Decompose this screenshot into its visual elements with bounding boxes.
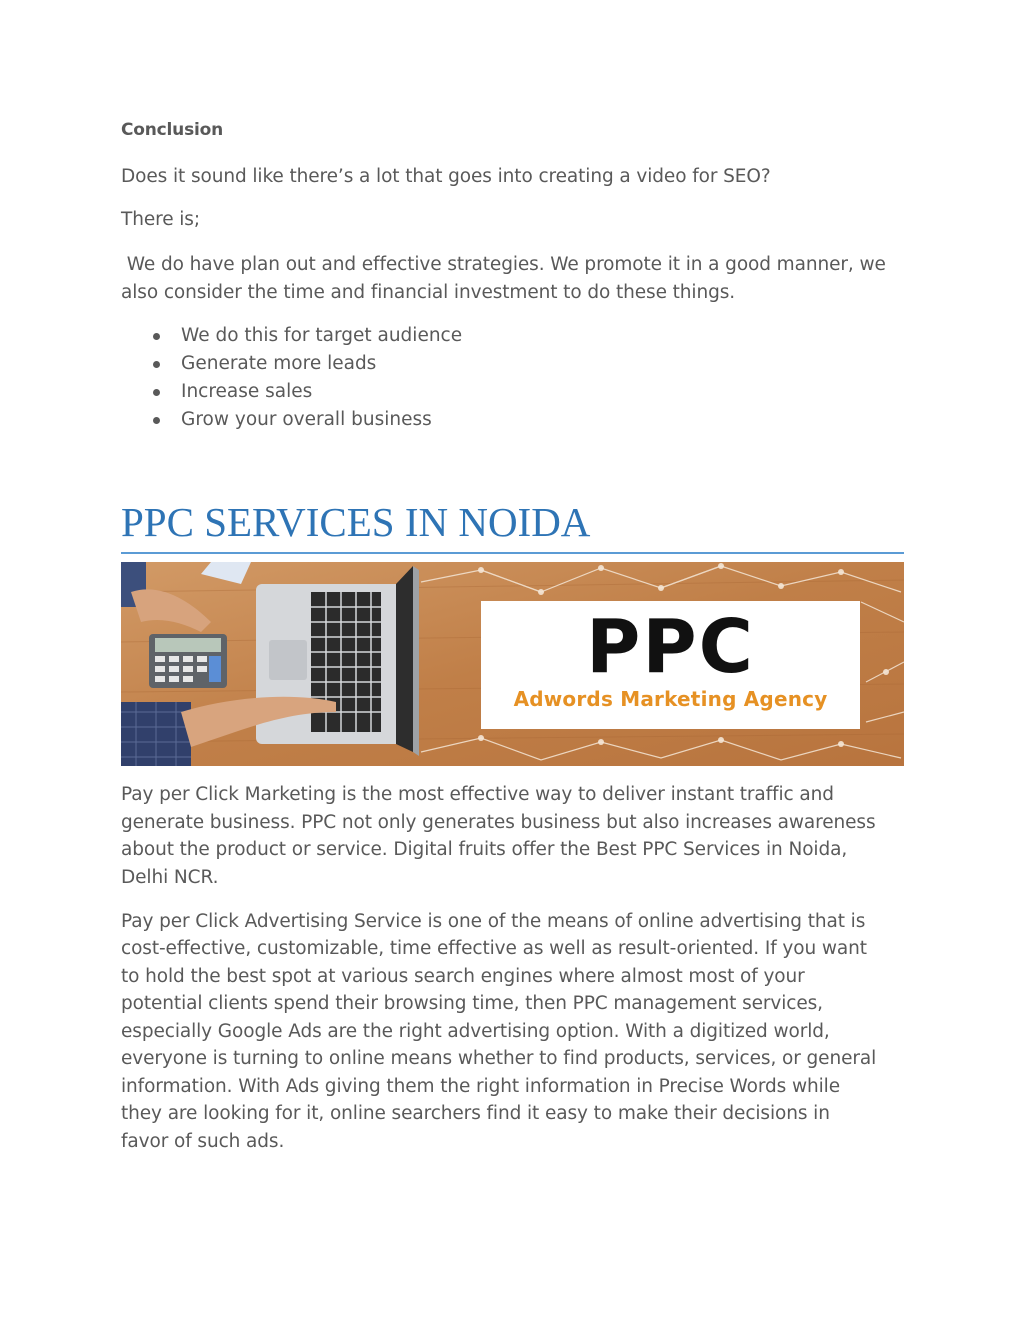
- title-underline: [121, 552, 904, 554]
- ppc-detail-line-3: to hold the best spot at various search engines where almost most of your: [121, 966, 805, 987]
- ppc-detail-line-6: everyone is turning to online means whether to find products, services, or general: [121, 1048, 877, 1069]
- list-item: Generate more leads: [151, 350, 462, 378]
- conclusion-answer: There is;: [121, 209, 200, 230]
- bullet-icon: [153, 389, 160, 396]
- list-item: Grow your overall business: [151, 406, 462, 434]
- ppc-banner-image: [121, 562, 904, 766]
- ppc-intro-line-1: Pay per Click Marketing is the most effective way to deliver instant traffic and: [121, 784, 834, 805]
- ppc-detail-line-1: Pay per Click Advertising Service is one of the means of online advertising that is: [121, 911, 866, 932]
- ppc-detail-line-7: information. With Ads giving them the right information in Precise Words while: [121, 1076, 840, 1097]
- ppc-intro-line-3: about the product or service. Digital fruits offer the Best PPC Services in Noida,: [121, 839, 848, 860]
- ppc-detail-line-4: potential clients spend their browsing time, then PPC management services,: [121, 993, 823, 1014]
- conclusion-question: Does it sound like there’s a lot that goes into creating a video for SEO?: [121, 166, 771, 187]
- conclusion-heading: Conclusion: [121, 120, 223, 140]
- bullet-icon: [153, 333, 160, 340]
- ppc-intro-line-2: generate business. PPC not only generates business but also increases awareness: [121, 812, 876, 833]
- ppc-logo-tagline: Adwords Marketing Agency: [513, 687, 828, 711]
- ppc-detail-line-8: they are looking for it, online searchers find it easy to make their decisions in: [121, 1103, 830, 1124]
- list-item: Increase sales: [151, 378, 462, 406]
- ppc-detail-line-2: cost-effective, customizable, time effective as well as result-oriented. If you want: [121, 938, 867, 959]
- benefits-list: [151, 322, 462, 434]
- ppc-logo-headline: PPC: [586, 604, 755, 690]
- bullet-icon: [153, 417, 160, 424]
- ppc-detail-line-5: especially Google Ads are the right advertising option. With a digitized world,: [121, 1021, 830, 1042]
- conclusion-paragraph-line-1: We do have plan out and effective strategies. We promote it in a good manner, we: [121, 254, 886, 275]
- bullet-icon: [153, 361, 160, 368]
- conclusion-paragraph-line-2: also consider the time and financial investment to do these things.: [121, 282, 736, 303]
- ppc-logo-box: [481, 601, 860, 729]
- ppc-intro-line-4: Delhi NCR.: [121, 867, 219, 888]
- list-item: We do this for target audience: [151, 322, 462, 350]
- ppc-section-title: PPC SERVICES IN NOIDA: [121, 499, 591, 545]
- ppc-detail-line-9: favor of such ads.: [121, 1131, 285, 1152]
